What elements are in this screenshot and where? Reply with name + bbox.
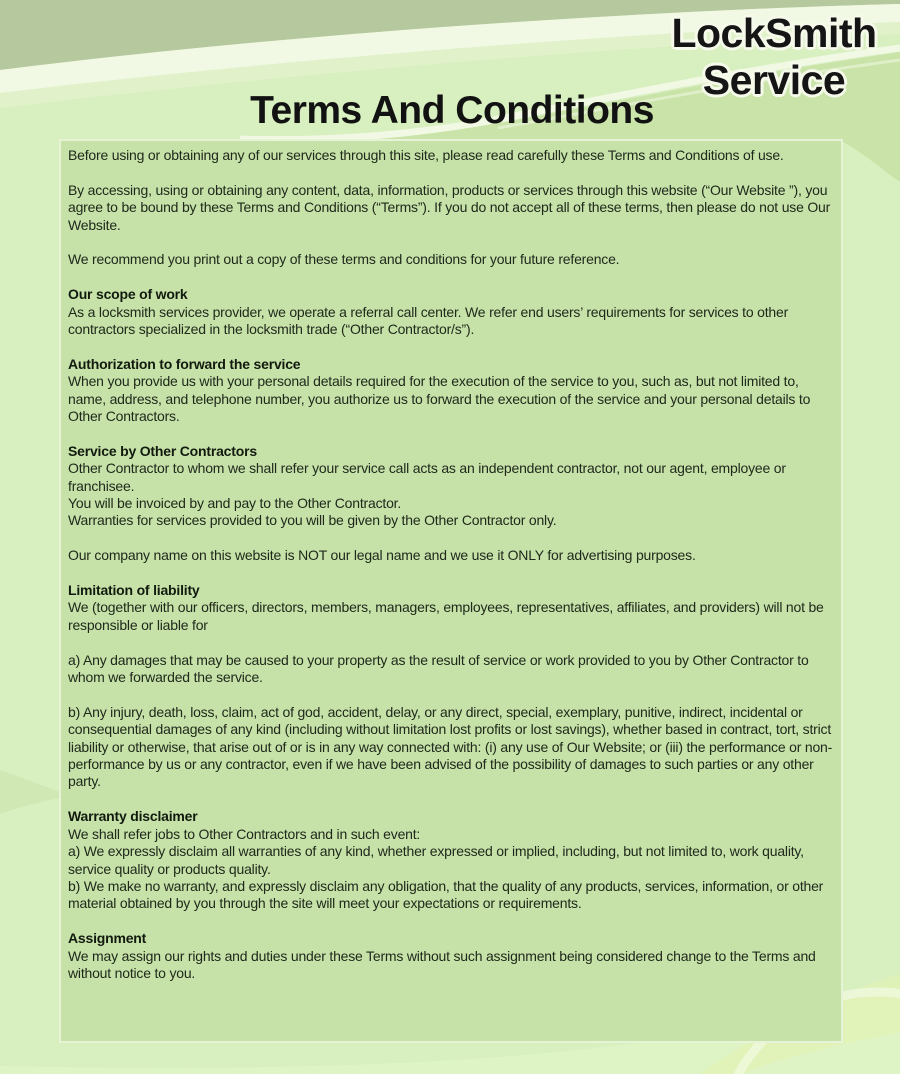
- section-heading: Limitation of liability: [68, 582, 200, 599]
- section-paragraph: We shall refer jobs to Other Contractors and in such event:: [68, 825, 421, 842]
- section-paragraph: You will be invoiced by and pay to the Other Contractor.: [68, 495, 402, 512]
- section-heading: Warranty disclaimer: [68, 808, 198, 825]
- section-paragraph: a) Any damages that may be caused to your property as the result of service or work provided to you by Other Contractor to whom we forwarded the service.: [68, 651, 809, 686]
- section-paragraph: Warranties for services provided to you will be given by the Other Contractor only.: [68, 512, 557, 529]
- section-heading: Authorization to forward the service: [68, 355, 301, 372]
- terms-section: [68, 356, 834, 426]
- terms-section: [68, 147, 834, 164]
- section-heading: Service by Other Contractors: [68, 442, 257, 459]
- terms-section: [68, 443, 834, 530]
- terms-section: [68, 251, 834, 268]
- site-logo: [654, 10, 894, 104]
- terms-section: [68, 930, 834, 982]
- section-paragraph: Other Contractor to whom we shall refer your service call acts as an independent contractor, not our agent, employee or franchisee.: [68, 460, 786, 494]
- section-paragraph: Our company name on this website is NOT our legal name and we use it ONLY for advertising purposes.: [68, 547, 696, 564]
- page-title: Terms And Conditions: [250, 89, 654, 132]
- terms-section: [68, 808, 834, 912]
- section-heading: Assignment: [68, 930, 147, 947]
- section-paragraph: b) Any injury, death, loss, claim, act of god, accident, delay, or any direct, special, exemplary, punitive, indirect, incidental or consequential damages of any kind (including without limitation lost profits or lost savings), whether based in contract, tort, strict liability or otherwise, that arise out of or is in any way connected with: (i) any use of Our Website; or (iii) the performance or non-performance by us or any contractor, even if we have been advised of the possibility of damages to such parties or any other party.: [68, 703, 833, 790]
- section-paragraph: As a locksmith services provider, we operate a referral call center. We refer end users’ requirements for services to other contractors specialized in the locksmith trade (“Other Contractor/s”).: [68, 303, 789, 338]
- section-paragraph: We (together with our officers, directors, members, managers, employees, representatives, affiliates, and providers) will not be responsible or liable for: [68, 599, 824, 633]
- site-logo-line1: LockSmith: [671, 10, 877, 56]
- section-paragraph: Before using or obtaining any of our services through this site, please read carefully these Terms and Conditions of use.: [68, 147, 784, 163]
- section-paragraph: b) We make no warranty, and expressly disclaim any obligation, that the quality of any products, services, information, or other material obtained by you through the site will meet your expectations or requirements.: [68, 877, 824, 912]
- terms-section: [68, 182, 834, 234]
- site-logo-line2: Service: [702, 57, 846, 103]
- terms-section: [68, 547, 834, 564]
- section-paragraph: We recommend you print out a copy of these terms and conditions for your future reference.: [68, 251, 620, 268]
- section-heading: Our scope of work: [68, 286, 188, 303]
- section-paragraph: We may assign our rights and duties under these Terms without such assignment being considered change to the Terms and without notice to you.: [68, 947, 816, 981]
- terms-section: [68, 652, 834, 687]
- section-paragraph: a) We expressly disclaim all warranties of any kind, whether expressed or implied, including, but not limited to, work quality, service quality or products quality.: [68, 843, 804, 877]
- terms-section: [68, 582, 834, 634]
- section-paragraph: When you provide us with your personal details required for the execution of the service to you, such as, but not limited to, name, address, and telephone number, you authorize us to forward the execution of the service and your personal details to Other Contractors.: [68, 373, 811, 425]
- terms-and-conditions-panel: [59, 139, 843, 1043]
- terms-section: [68, 286, 834, 338]
- section-paragraph: By accessing, using or obtaining any content, data, information, products or services through this website (“Our Website ”), you agree to be bound by these Terms and Conditions (“Terms”). If you do not accept all of these terms, then please do not use Our Website.: [68, 181, 831, 233]
- terms-section: [68, 704, 834, 791]
